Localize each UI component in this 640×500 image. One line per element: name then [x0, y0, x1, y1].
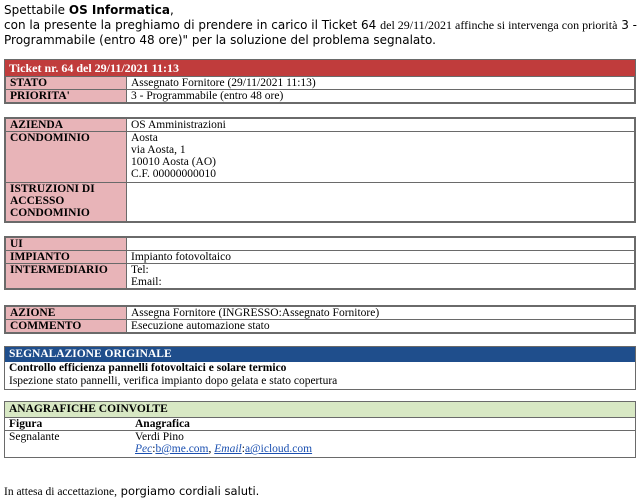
table-row	[6, 264, 635, 289]
impianto-value: Impianto fotovoltaico	[127, 251, 635, 264]
col-anagrafica: Anagrafica	[135, 418, 190, 430]
col-figura: Figura	[9, 418, 43, 430]
priorita-value: 3 - Programmabile (entro 48 ore)	[127, 90, 635, 103]
plant-table	[5, 237, 635, 289]
condominio-line: via Aosta, 1	[131, 144, 186, 156]
contacts: Pec:b@me.com, Email:a@icloud.com	[135, 443, 313, 455]
people-table	[5, 418, 635, 457]
action-table	[5, 306, 635, 333]
condominio-label: CONDOMINIO	[6, 132, 127, 183]
istruzioni-label: ISTRUZIONI DI ACCESSO CONDOMINIO	[6, 183, 127, 222]
ticket-box	[4, 59, 636, 104]
footer-text	[4, 484, 259, 498]
intro-comma: ,	[169, 3, 174, 17]
table-row	[6, 307, 635, 320]
ui-value	[127, 238, 635, 251]
table-row	[6, 77, 635, 90]
intro-text	[4, 3, 637, 48]
email-label-link[interactable]: Email	[214, 443, 242, 455]
company-table	[5, 118, 635, 222]
intro-line-2-b: del 29/11/2021 affinche si intervenga con priorità	[380, 18, 618, 32]
company-box	[4, 117, 636, 223]
intermediario-label: INTERMEDIARIO	[6, 264, 127, 289]
person-name: Verdi Pino	[135, 431, 184, 443]
plant-box	[4, 236, 636, 290]
footer-a: In attesa di accettazione,	[4, 486, 118, 498]
commento-value: Esecuzione automazione stato	[127, 320, 635, 333]
table-row	[6, 119, 635, 132]
pec-label[interactable]: Pec	[135, 443, 153, 455]
intro-greeting: Spettabile	[4, 3, 69, 17]
condominio-line: C.F. 00000000010	[131, 168, 217, 180]
table-row	[6, 251, 635, 264]
anagrafica-value	[131, 431, 635, 458]
azienda-value: OS Amministrazioni	[127, 119, 635, 132]
people-box	[4, 401, 636, 458]
table-row	[6, 238, 635, 251]
action-box	[4, 305, 636, 334]
table-row	[6, 320, 635, 333]
intro-line-1	[4, 3, 637, 18]
azione-label: AZIONE	[6, 307, 127, 320]
stato-value: Assegnato Fornitore (29/11/2021 11:13)	[127, 77, 635, 90]
intro-line-2-a: con la presente la preghiamo di prendere in carico il Ticket 64	[4, 18, 381, 32]
people-header: ANAGRAFICHE COINVOLTE	[5, 402, 635, 418]
istruzioni-value	[127, 183, 635, 222]
azione-value: Assegna Fornitore (INGRESSO:Assegnato Fornitore)	[127, 307, 635, 320]
report-title: Controllo efficienza pannelli fotovoltaici e solare termico	[9, 362, 287, 374]
pec-link[interactable]: b@me.com	[155, 443, 209, 455]
report-box	[4, 346, 636, 390]
intermediario-value	[127, 264, 635, 289]
intro-line-3: Programmabile (entro 48 ore)" per la soluzione del problema segnalato.	[4, 33, 436, 47]
table-row	[5, 431, 635, 458]
table-row	[5, 418, 635, 431]
ui-label: UI	[6, 238, 127, 251]
footer-b: porgiamo cordiali saluti.	[117, 484, 260, 498]
email-link[interactable]: a@icloud.com	[244, 443, 313, 455]
priorita-label: PRIORITA'	[6, 90, 127, 103]
ticket-header: Ticket nr. 64 del 29/11/2021 11:13	[5, 60, 635, 76]
tel-label: Tel:	[131, 264, 149, 276]
ticket-table	[5, 76, 635, 103]
azienda-label: AZIENDA	[6, 119, 127, 132]
report-header: SEGNALAZIONE ORIGINALE	[5, 347, 635, 362]
condominio-line: 10010 Aosta (AO)	[131, 156, 216, 168]
intro-line-2-c: 3 -	[617, 18, 637, 32]
report-text: Ispezione stato pannelli, verifica impianto dopo gelata e stato copertura	[9, 375, 338, 387]
table-row	[6, 183, 635, 222]
commento-label: COMMENTO	[6, 320, 127, 333]
stato-label: STATO	[6, 77, 127, 90]
table-row	[6, 90, 635, 103]
figura-value: Segnalante	[5, 431, 131, 458]
intro-company: OS Informatica	[68, 3, 170, 17]
email-label: Email:	[131, 276, 162, 288]
intro-line-2	[4, 18, 637, 33]
impianto-label: IMPIANTO	[6, 251, 127, 264]
condominio-line: Aosta	[131, 132, 158, 144]
table-row	[6, 132, 635, 183]
condominio-value	[127, 132, 635, 183]
